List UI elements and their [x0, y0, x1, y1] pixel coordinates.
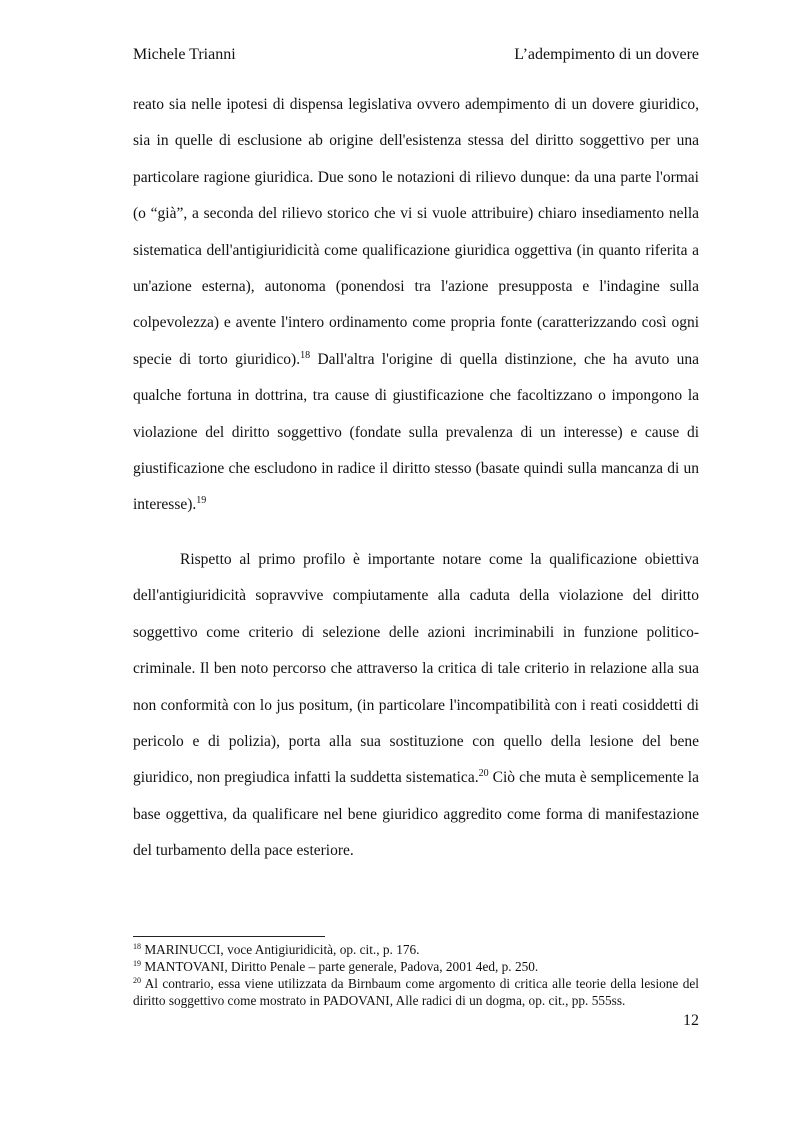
page-number: 12	[683, 1012, 699, 1029]
footnote-text: Al contrario, essa viene utilizzata da Birnbaum come argomento di critica alle teorie della lesione del diritto soggettivo come mostrato in PADOVANI, Alle radici di un dogma, op. cit., pp. 555ss.	[133, 976, 699, 1008]
footnote-text: MARINUCCI, voce Antigiuridicità, op. cit., p. 176.	[141, 942, 420, 957]
footnote	[133, 958, 699, 975]
footnote-ref: 18	[300, 349, 311, 361]
text-segment: Dall'altra l'origine di quella distinzione, che ha avuto una qualche fortuna in dottrina, tra cause di giustificazione che facoltizzano o impongono la violazione del diritto soggettivo (fondate sulla prevalenza di un interesse) e cause di giustificazione che escludono in radice il diritto stesso (basate quindi sulla mancanza di un interesse).	[133, 350, 699, 514]
text-segment: reato sia nelle ipotesi di dispensa legislativa ovvero adempimento di un dovere giuridico, sia in quelle di esclusione ab origine dell'esistenza stessa del diritto soggettivo per una particolare ragione giuridica. Due sono le notazioni di rilievo dunque: da una parte l'ormai (o “già”, a seconda del rilievo storico che vi si vuole attribuire) chiaro insediamento nella sistematica dell'antigiuridicità come qualificazione giuridica oggettiva (in quanto riferita a un'azione esterna), autonoma (ponendosi tra l'azione presupposta e l'indagine sulla colpevolezza) e avente l'intero ordinamento come propria fonte (caratterizzando così ogni specie di torto giuridico).	[133, 96, 699, 368]
paragraph	[133, 542, 699, 870]
paragraph	[133, 87, 699, 524]
footnote-ref: 20	[478, 768, 489, 780]
header-author: Michele Trianni	[133, 46, 236, 63]
footnote-text: MANTOVANI, Diritto Penale – parte generale, Padova, 2001 4ed, p. 250.	[141, 959, 539, 974]
footnotes	[133, 941, 699, 1009]
text-segment: Ciò che muta è semplicemente la base oggettiva, da qualificare nel bene giuridico aggredito come forma di manifestazione del turbamento della pace esteriore.	[133, 769, 699, 860]
text-segment: Rispetto al primo profilo è importante notare come la qualificazione obiettiva dell'antigiuridicità sopravvive compiutamente alla caduta della violazione del diritto soggettivo come criterio di selezione delle azioni incriminabili in funzione politico-criminale. Il ben noto percorso che attraverso la critica di tale criterio in relazione alla sua non conformità con lo jus positum, (in particolare l'incompatibilità con i reati cosiddetti di pericolo e di polizia), porta alla sua sostituzione con quello della lesione del bene giuridico, non pregiudica infatti la suddetta sistematica.	[133, 550, 699, 787]
footnote	[133, 975, 699, 1009]
footnote-number: 18	[133, 942, 141, 951]
body-text	[133, 87, 699, 870]
header-title: L’adempimento di un dovere	[514, 46, 699, 63]
running-header	[133, 46, 699, 70]
footnote-ref: 19	[196, 495, 207, 507]
footnote-number: 20	[133, 976, 141, 985]
footnote-number: 19	[133, 959, 141, 968]
footnote-divider	[133, 936, 325, 937]
footnote	[133, 941, 699, 958]
